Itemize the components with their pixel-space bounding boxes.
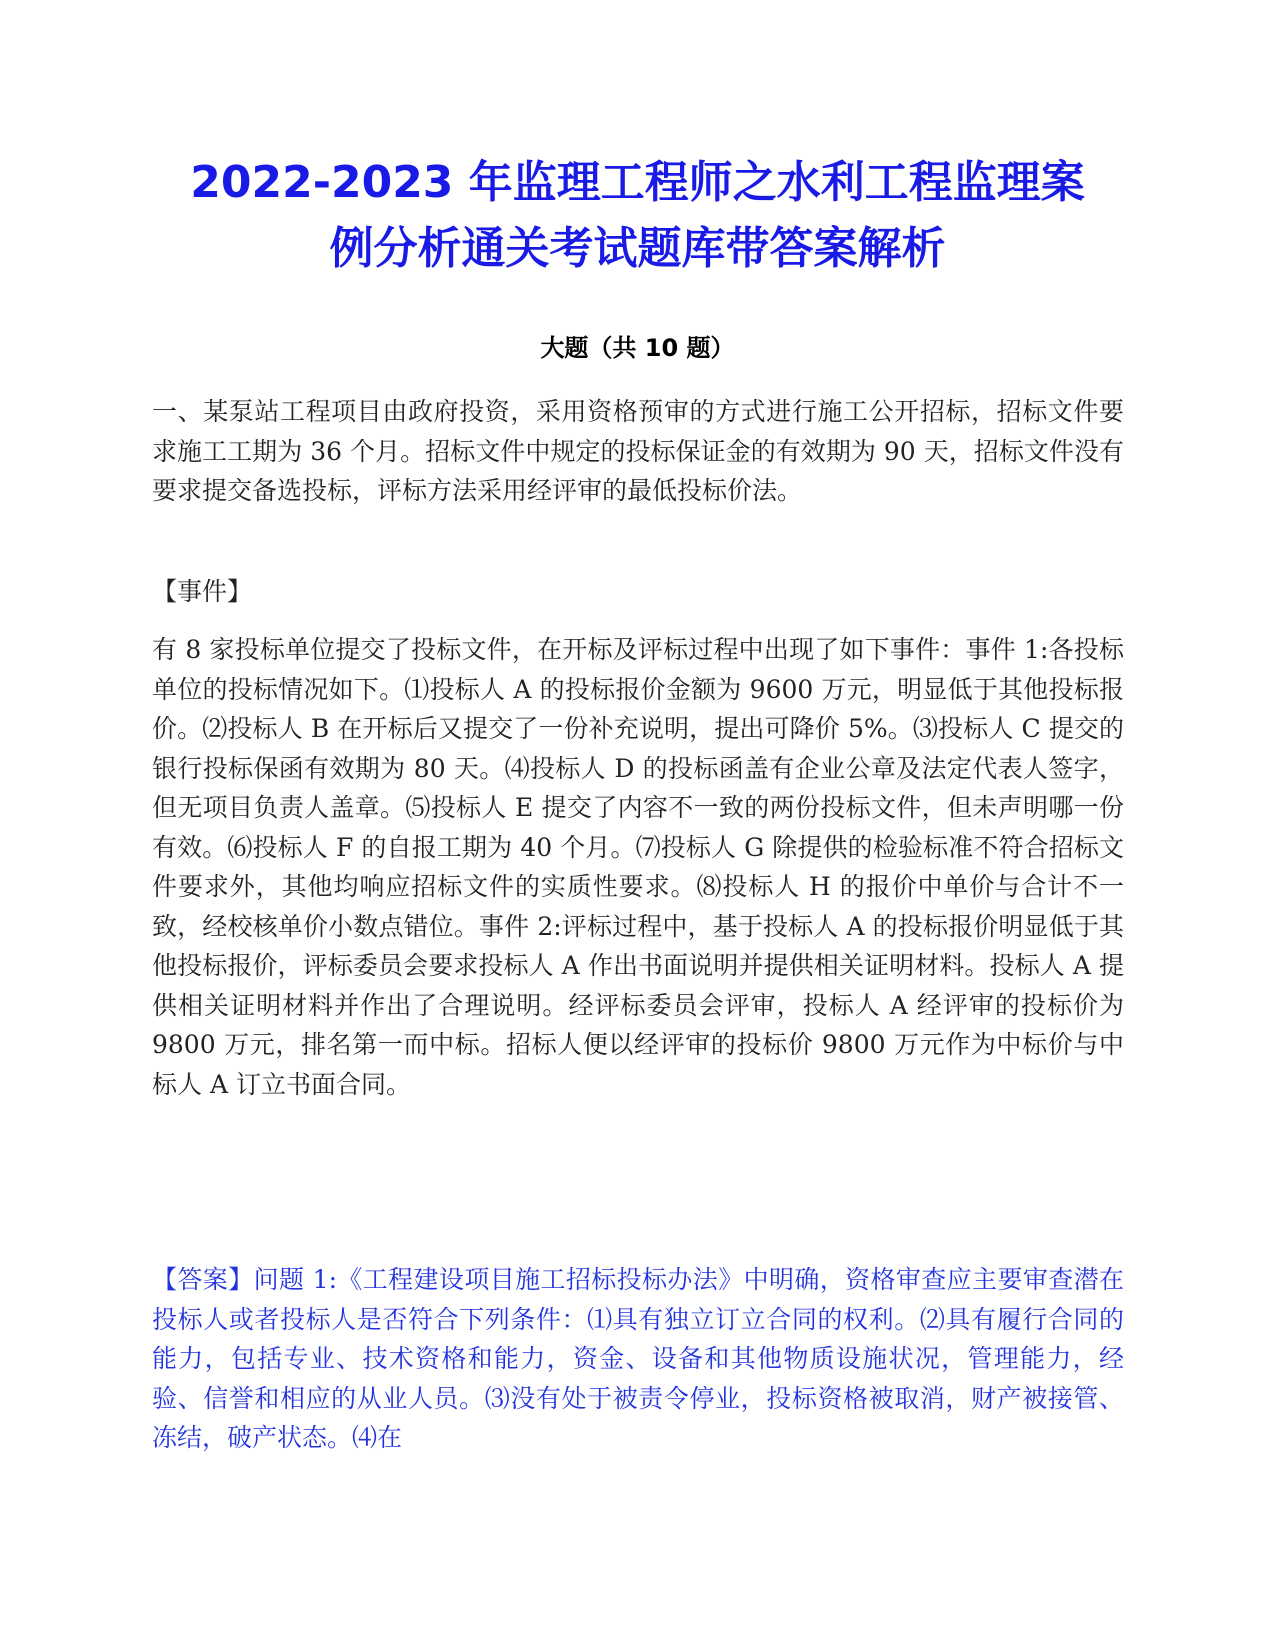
answer-label: 【答案】: [152, 1265, 254, 1294]
answer-paragraph: [152, 1260, 1124, 1458]
events-paragraph: 有 8 家投标单位提交了投标文件，在开标及评标过程中出现了如下事件：事件 1:各投标单位的投标情况如下。⑴投标人 A 的投标报价金额为 9600 万元，明显低于其他投标报价。⑵投标人 B 在开标后又提交了一份补充说明，提出可降价 5%。⑶投标人 C 提交的银行投标保函有效期为 80 天。⑷投标人 D 的投标函盖有企业公章及法定代表人签字，但无项目负责人盖章。⑸投标人 E 提交了内容不一致的两份投标文件，但未声明哪一份有效。⑹投标人 F 的自报工期为 40 个月。⑺投标人 G 除提供的检验标准不符合招标文件要求外，其他均响应招标文件的实质性要求。⑻投标人 H 的报价中单价与合计不一致，经校核单价小数点错位。事件 2:评标过程中，基于投标人 A 的投标报价明显低于其他投标报价，评标委员会要求投标人 A 作出书面说明并提供相关证明材料。投标人 A 提供相关证明材料并作出了合理说明。经评标委员会评审，投标人 A 经评审的投标价为 9800 万元，排名第一而中标。招标人便以经评审的投标价 9800 万元作为中标价与中标人 A 订立书面合同。: [152, 635, 1124, 1099]
section-heading: 大题（共 10 题）: [540, 334, 735, 362]
document-title-line-2: 例分析通关考试题库带答案解析: [329, 223, 946, 274]
question-intro-paragraph: 一、某泵站工程项目由政府投资，采用资格预审的方式进行施工公开招标，招标文件要求施工工期为 36 个月。招标文件中规定的投标保证金的有效期为 90 天，招标文件没有要求提交备选投标，评标方法采用经评审的最低投标价法。: [152, 397, 1124, 505]
document-title-line-1: 2022-2023 年监理工程师之水利工程监理案: [190, 157, 1085, 208]
document-title: [140, 150, 1135, 282]
event-label: 【事件】: [152, 577, 253, 606]
answer-text: 问题 1:《工程建设项目施工招标投标办法》中明确，资格审查应主要审查潜在投标人或者投标人是否符合下列条件：⑴具有独立订立合同的权利。⑵具有履行合同的能力，包括专业、技术资格和能力，资金、设备和其他物质设施状况，管理能力，经验、信誉和相应的从业人员。⑶没有处于被责令停业，投标资格被取消，财产被接管、冻结，破产状态。⑷在: [152, 1265, 1124, 1452]
